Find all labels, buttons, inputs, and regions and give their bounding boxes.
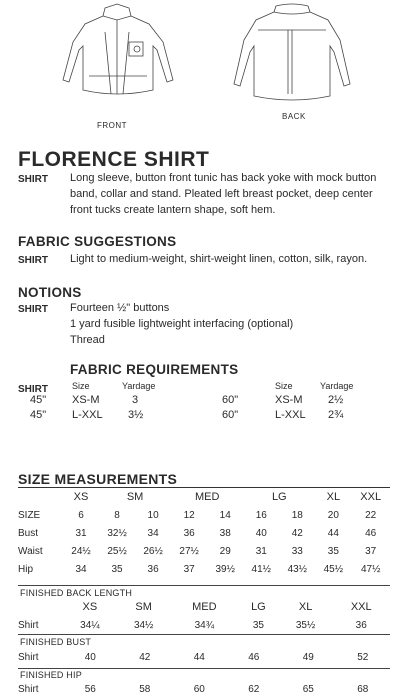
cell: 37	[183, 563, 195, 575]
table-row	[18, 616, 390, 634]
row-label: Hip	[18, 563, 34, 575]
cell: 34¾	[194, 619, 215, 631]
cell: 20	[327, 509, 339, 521]
size-measurements-heading: SIZE MEASUREMENTS	[18, 471, 178, 487]
group-header-row	[18, 598, 390, 616]
description-text	[70, 170, 376, 218]
cell: 39½	[215, 563, 235, 575]
req-width: 60"	[222, 394, 239, 406]
finished-back-length-table	[18, 598, 390, 634]
cell: 10	[147, 509, 159, 521]
row-label: Shirt	[18, 683, 39, 695]
req-width: 60"	[222, 409, 239, 421]
cell: 56	[84, 683, 96, 695]
finished-bust-table	[18, 648, 390, 666]
section-rule	[18, 634, 390, 635]
description-line: band, collar and stand. Pleated left breast pocket, deep center	[70, 188, 373, 200]
cell: 44	[193, 651, 205, 663]
cell: 42	[139, 651, 151, 663]
group-header: XS	[73, 491, 89, 503]
cell: 35½	[295, 619, 316, 631]
fabric-requirements-key: SHIRT	[18, 384, 48, 395]
cell: 45½	[323, 563, 344, 575]
table-row	[18, 524, 390, 542]
cell: 40	[255, 527, 267, 539]
group-header: SM	[126, 491, 144, 503]
req-size: XS-M	[275, 394, 303, 406]
row-label: Bust	[18, 527, 39, 539]
row-label: SIZE	[18, 509, 41, 521]
description-key: SHIRT	[18, 174, 48, 185]
cell: 29	[219, 545, 231, 557]
cell: 27½	[179, 545, 199, 557]
cell: 24½	[71, 545, 91, 557]
cell: 37	[365, 545, 377, 557]
cell: 46	[365, 527, 377, 539]
fabric-requirements-heading: FABRIC REQUIREMENTS	[70, 362, 239, 377]
section-rule	[18, 668, 390, 669]
req-yardage: 2½	[328, 394, 344, 406]
group-header: XS	[82, 601, 98, 613]
group-header: MED	[192, 601, 217, 613]
group-header: XXL	[350, 601, 372, 613]
cell: 41½	[251, 563, 271, 575]
notion-item: Fourteen ½" buttons	[70, 302, 170, 314]
yardage-label-right: Yardage	[320, 381, 354, 391]
cell: 33	[291, 545, 303, 557]
group-header-row	[18, 488, 390, 506]
cell: 36	[355, 619, 367, 631]
cell: 31	[255, 545, 267, 557]
req-width: 45"	[30, 394, 47, 406]
req-yardage: 3½	[128, 409, 144, 421]
cell: 8	[114, 509, 120, 521]
size-table	[18, 488, 390, 578]
cell: 36	[183, 527, 195, 539]
cell: 68	[357, 683, 369, 695]
cell: 52	[357, 651, 369, 663]
cell: 65	[302, 683, 314, 695]
group-header: XL	[298, 601, 313, 613]
description-line: Long sleeve, button front tunic has back yoke with mock button	[70, 172, 377, 184]
finished-back-length-heading: FINISHED BACK LENGTH	[20, 588, 133, 598]
cell: 35	[111, 563, 123, 575]
cell: 47½	[360, 563, 381, 575]
page-title: FLORENCE SHIRT	[18, 148, 210, 171]
table-row	[18, 506, 390, 524]
front-illustration	[45, 2, 190, 130]
cell: 14	[219, 509, 231, 521]
size-label-left: Size	[72, 381, 90, 391]
req-yardage: 2¾	[328, 409, 344, 421]
cell: 34½	[133, 619, 154, 631]
cell: 12	[183, 509, 195, 521]
finished-hip-heading: FINISHED HIP	[20, 670, 82, 680]
yardage-label-left: Yardage	[122, 381, 156, 391]
notions-list	[70, 300, 293, 348]
cell: 16	[255, 509, 267, 521]
cell: 26½	[143, 545, 163, 557]
fabric-suggestions-heading: FABRIC SUGGESTIONS	[18, 234, 177, 249]
table-row	[18, 648, 390, 666]
description-line: front tucks create lantern shape, soft hem.	[70, 204, 276, 216]
notions-key: SHIRT	[18, 304, 48, 315]
cell: 31	[75, 527, 87, 539]
front-label: FRONT	[97, 121, 128, 130]
table-row	[18, 680, 390, 698]
notion-item: 1 yard fusible lightweight interfacing (optional)	[70, 318, 294, 330]
cell: 22	[365, 509, 377, 521]
cell: 32½	[107, 527, 127, 539]
cell: 34	[147, 527, 159, 539]
group-header: XXL	[360, 491, 382, 503]
cell: 46	[248, 651, 260, 663]
fabric-suggestions-key: SHIRT	[18, 255, 48, 266]
req-width: 45"	[30, 409, 47, 421]
cell: 43½	[287, 563, 308, 575]
cell: 49	[302, 651, 314, 663]
notion-item: Thread	[70, 334, 105, 346]
cell: 34	[75, 563, 87, 575]
group-header: MED	[194, 491, 220, 503]
group-header: XL	[326, 491, 341, 503]
size-label-right: Size	[275, 381, 293, 391]
cell: 38	[219, 527, 231, 539]
section-rule	[18, 585, 390, 586]
fabric-suggestions-text: Light to medium-weight, shirt-weight linen, cotton, silk, rayon.	[70, 253, 368, 265]
finished-bust-heading: FINISHED BUST	[20, 637, 92, 647]
req-size: L-XXL	[275, 409, 306, 421]
row-label: Shirt	[18, 619, 39, 631]
cell: 6	[78, 509, 84, 521]
group-header: LG	[271, 491, 287, 503]
notions-heading: NOTIONS	[18, 285, 82, 300]
cell: 34¼	[80, 619, 100, 631]
cell: 42	[291, 527, 303, 539]
cell: 58	[139, 683, 151, 695]
cell: 62	[248, 683, 260, 695]
req-size: L-XXL	[72, 409, 103, 421]
table-row	[18, 560, 390, 578]
row-label: Shirt	[18, 651, 39, 663]
cell: 35	[327, 545, 339, 557]
cell: 44	[327, 527, 339, 539]
cell: 60	[193, 683, 205, 695]
req-yardage: 3	[132, 394, 139, 406]
group-header: SM	[135, 601, 152, 613]
back-label: BACK	[282, 112, 306, 121]
cell: 25½	[107, 545, 127, 557]
req-size: XS-M	[72, 394, 100, 406]
row-label: Waist	[18, 545, 43, 557]
cell: 18	[291, 509, 303, 521]
cell: 40	[84, 651, 96, 663]
finished-hip-table	[18, 680, 390, 698]
back-illustration	[218, 0, 366, 122]
cell: 36	[147, 563, 159, 575]
cell: 35	[252, 619, 264, 631]
group-header: LG	[251, 601, 266, 613]
table-row	[18, 542, 390, 560]
